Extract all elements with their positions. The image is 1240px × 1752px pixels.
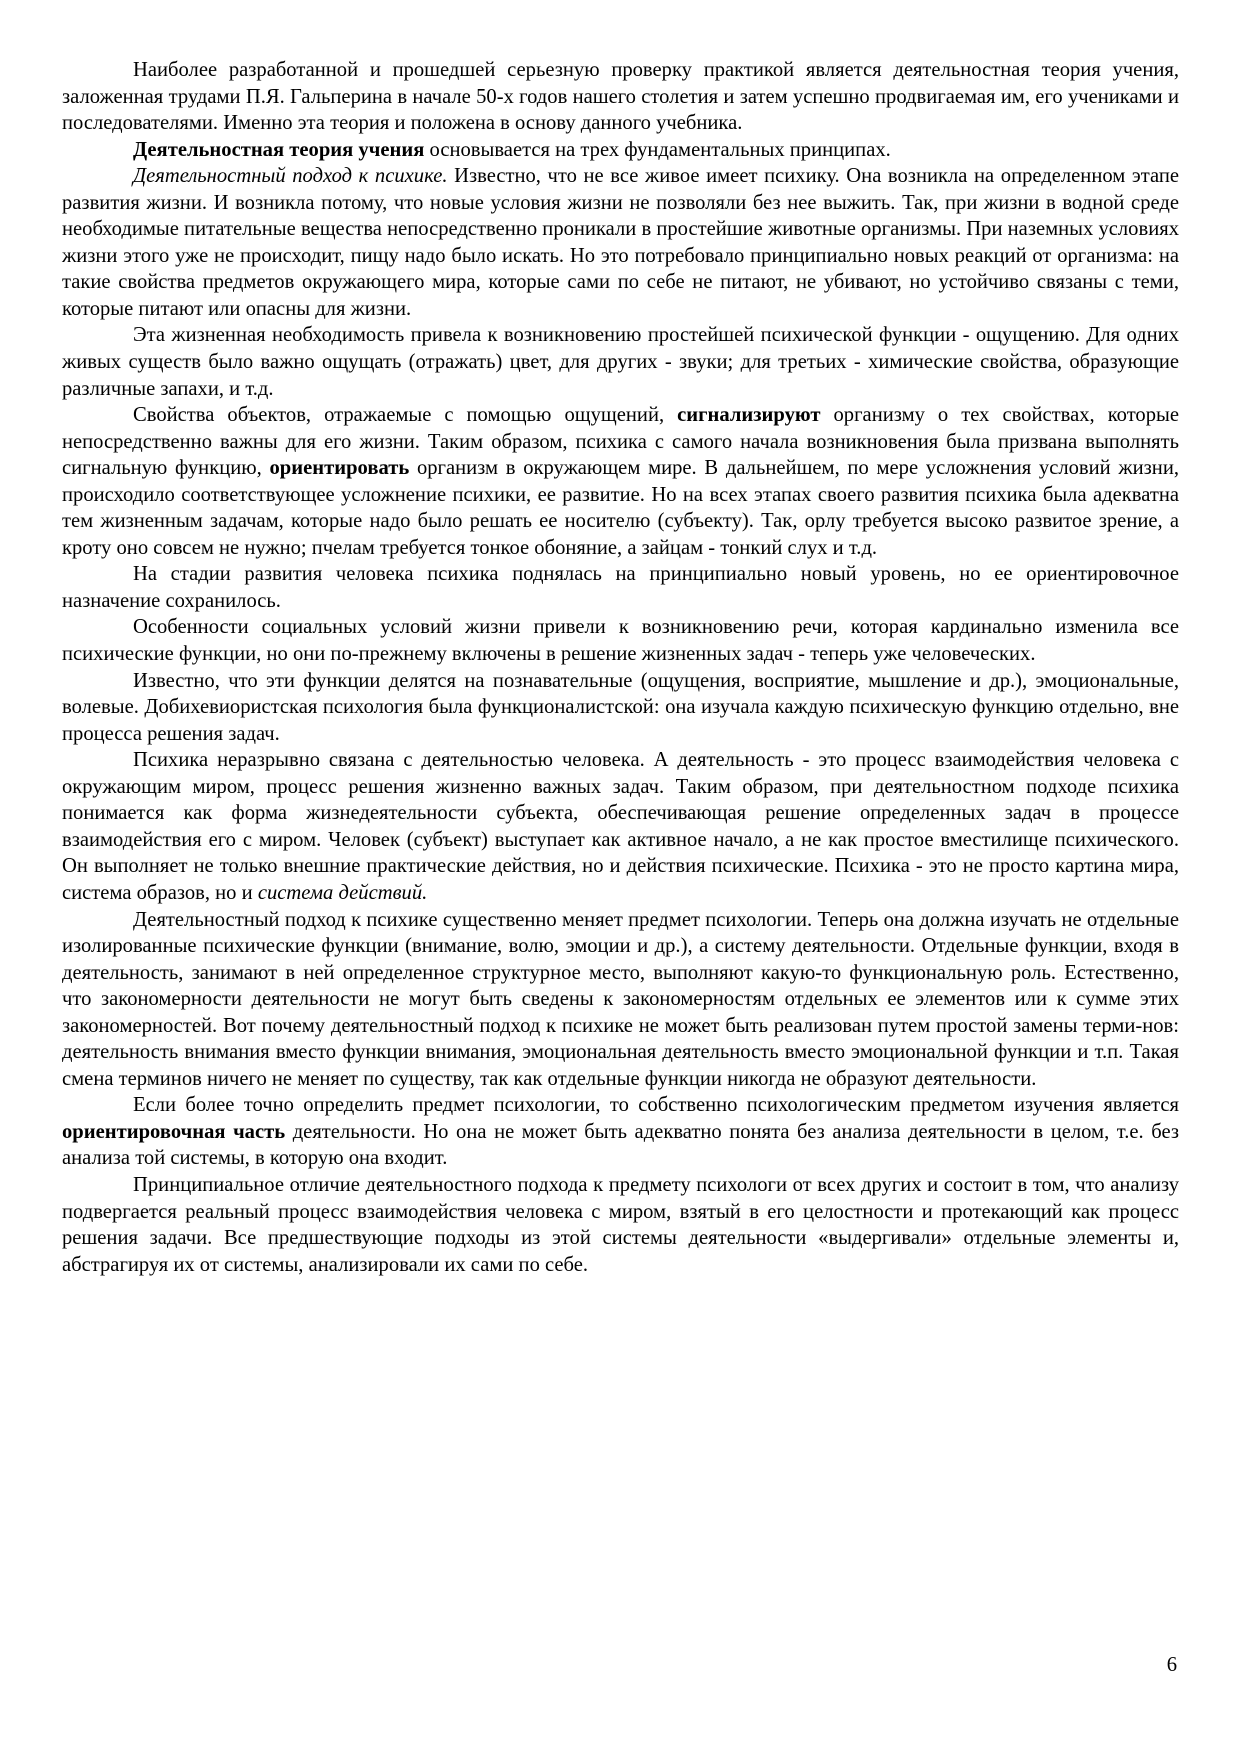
paragraph-text: Деятельностный подход к психике существенно меняет предмет психологии. Теперь она должна изучать не отдельные изолированные психические функции (внимание, волю, эмоции и др.), а систему деятельности. Отдельные функции, входя в деятельность, занимают в ней определенное структурное место, выполняют какую-то функциональную роль. Естественно, что закономерности деятельности не могут быть сведены к закономерностям отдельных ее элементов или к сумме этих закономерностей. Вот почему деятельностный подход к психике не может быть реализован путем простой замены терми-нов: деятельность внимания вместо функции внимания, эмоциональная деятельность вместо эмоциональной функции и т.п. Такая смена терминов ничего не меняет по существу, так как отдельные функции никогда не образуют деятельности.: [62, 908, 1179, 1090]
paragraph-text: На стадии развития человека психика поднялась на принципиально новый уровень, но ее ориентировочное назначение сохранилось.: [62, 563, 1179, 612]
paragraph-text: Свойства объектов, отражаемые с помощью ощущений,: [133, 404, 678, 427]
bold-term: сигнализируют: [677, 404, 821, 427]
paragraph-2: [62, 137, 1179, 164]
page-number: 6: [1166, 1654, 1177, 1676]
bold-term: ориентировочная часть: [62, 1120, 286, 1143]
paragraph-text: Наиболее разработанной и прошедшей серьезную проверку практикой является деятельностная теория учения, заложенная трудами П.Я. Гальперина в начале 50-х годов нашего столетия и затем успешно продвигаемая им, его учениками и последователями. Именно эта теория и положена в основу данного учебника.: [62, 59, 1179, 135]
italic-heading: Деятельностный подход к психике.: [133, 165, 448, 188]
italic-term: система действий.: [257, 881, 428, 904]
paragraph-text: Особенности социальных условий жизни привели к возникновению речи, которая кардинально изменила все психические функции, но они по-прежнему включены в решение жизненных задач - теперь уже человеческих.: [62, 616, 1179, 666]
paragraph-text: Известно, что не все живое имеет психику. Она возникла на определенном этапе развития жизни. И возникла потому, что новые условия жизни не позволяли без нее выжить. Так, при жизни в водной среде необходимые питательные вещества непосредственно проникали в простейшие животные организмы. При наземных условиях жизни этого уже не происходит, пищу надо было искать. Но это потребовало принципиально новых реакций от организма: на такие свойства предметов окружающего мира, которые сами по себе не питают, не убивают, но устойчиво связаны с теми, которые питают или опасны для жизни.: [62, 165, 1179, 320]
paragraph-6: [62, 561, 1179, 614]
document-body: [62, 57, 1179, 1278]
paragraph-9: [62, 747, 1179, 906]
paragraph-4: [62, 322, 1179, 402]
paragraph-text: основывается на трех фундаментальных принципах.: [424, 138, 891, 161]
paragraph-11: [62, 1092, 1179, 1172]
paragraph-7: [62, 614, 1179, 667]
paragraph-text: Психика неразрывно связана с деятельностью человека. А деятельность - это процесс взаимодействия человека с окружающим миром, процесс решения жизненно важных задач. Таким образом, при деятельностном подходе психика понимается как форма жизнедеятельности субъекта, обеспечивающая решение определенных задач в процессе взаимодействия его с миром. Человек (субъект) выступает как активное начало, а не как простое вместилище психического. Он выполняет не только внешние практические действия, но и действия психические. Психика - это не просто картина мира, система образов, но и: [62, 749, 1179, 904]
paragraph-1: [62, 57, 1179, 137]
paragraph-text: организм в окружающем мире. В дальнейшем, по мере усложнения условий жизни, происходило соответствующее усложнение психики, ее развитие. Но на всех этапах своего развития психика была адекватна тем жизненным задачам, которые надо было решать ее носителю (субъекту). Так, орлу требуется высоко развитое зрение, а кроту оно совсем не нужно; пчелам требуется тонкое обоняние, а зайцам - тонкий слух и т.д.: [62, 457, 1179, 559]
paragraph-text: деятельности. Но она не может быть адекватно понята без анализа деятельности в целом, т.е. без анализа той системы, в которую она входит.: [62, 1120, 1179, 1170]
paragraph-text: организму о тех свойствах, которые непосредственно важны для его жизни. Таким образом, психика с самого начала возникновения была призвана выполнять сигнальную функцию,: [62, 404, 1179, 480]
paragraph-10: [62, 907, 1179, 1093]
paragraph-3: [62, 163, 1179, 322]
paragraph-text: Известно, что эти функции делятся на познавательные (ощущения, восприятие, мышление и др.), эмоциональные, волевые. Добихевиористская психология была функционалистской: она изучала каждую психическую функцию отдельно, вне процесса решения задач.: [62, 669, 1179, 745]
paragraph-5: [62, 402, 1179, 561]
paragraph-12: [62, 1172, 1179, 1278]
paragraph-text: Принципиальное отличие деятельностного подхода к предмету психологи от всех других и состоит в том, что анализу подвергается реальный процесс взаимодействия человека с миром, взятый в его целостности и протекающий как процесс решения задачи. Все предшествующие подходы из этой системы деятельности «выдергивали» отдельные элементы и, абстрагируя их от системы, анализировали их сами по себе.: [62, 1173, 1179, 1276]
bold-term: ориентировать: [269, 457, 410, 480]
paragraph-text: Если более точно определить предмет психологии, то собственно психологическим предметом изучения является: [133, 1094, 1179, 1117]
paragraph-8: [62, 668, 1179, 748]
paragraph-text: Эта жизненная необходимость привела к возникновению простейшей психической функции - ощущению. Для одних живых существ было важно ощущать (отражать) цвет, для других - звуки; для третьих - химические свойства, образующие различные запахи, и т.д.: [62, 324, 1179, 400]
bold-term: Деятельностная теория учения: [133, 138, 425, 161]
